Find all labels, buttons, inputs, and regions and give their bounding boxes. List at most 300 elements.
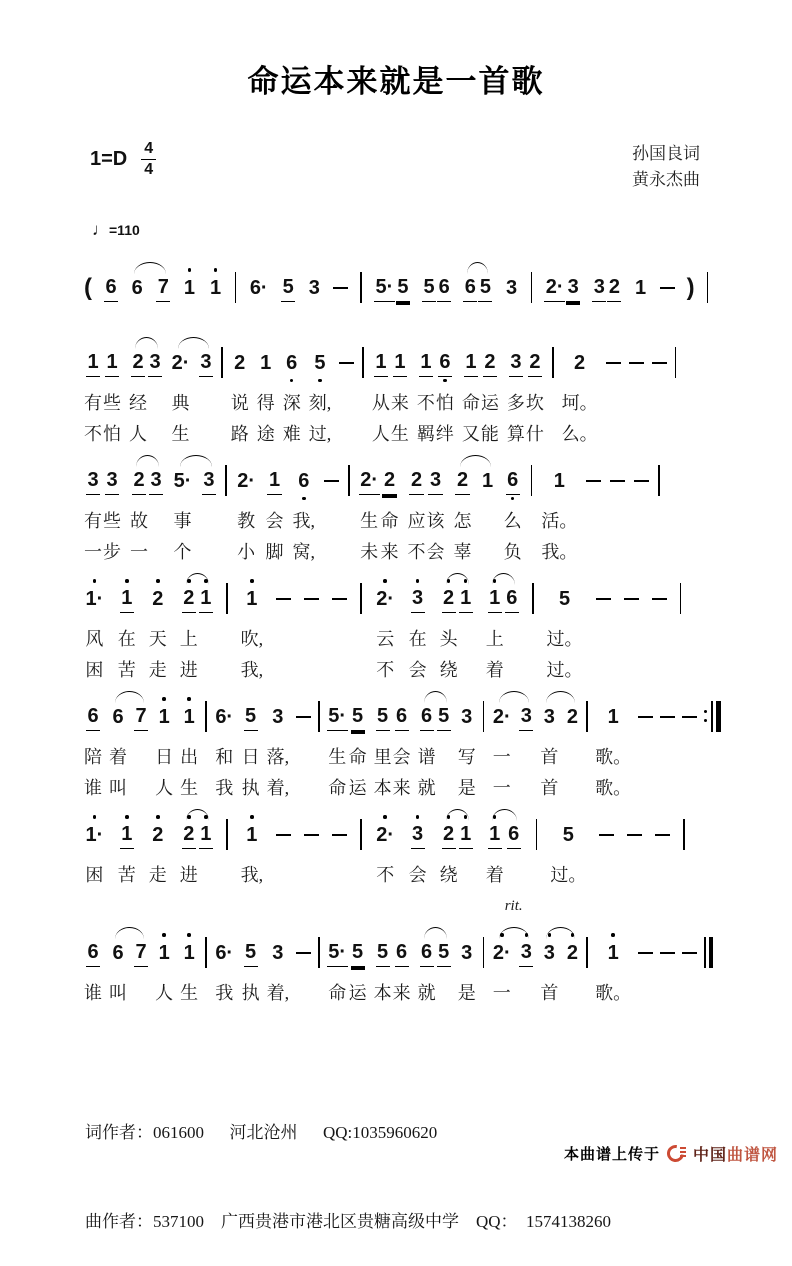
note [454, 459, 472, 568]
glyph-slot [157, 704, 171, 731]
lyric-syllable: 有 [84, 510, 102, 531]
dash-rest [304, 577, 319, 686]
lyric-syllable: 绕 [439, 659, 458, 680]
site-name-part2: 曲谱网 [726, 1147, 778, 1164]
note [172, 459, 193, 568]
glyph-slot [655, 822, 670, 849]
barline-stroke [707, 272, 709, 303]
note-number: 5 [244, 703, 258, 731]
lyric-syllable: 人 [129, 423, 147, 444]
barline-stroke [205, 937, 207, 968]
note [409, 577, 427, 686]
barline-stroke [360, 272, 362, 303]
note [565, 695, 579, 804]
glyph-slot [586, 940, 588, 967]
glyph-slot [393, 350, 407, 377]
note [440, 813, 458, 922]
glyph-slot [375, 822, 396, 849]
note [374, 931, 392, 1009]
dash-rest [276, 577, 291, 686]
barline [586, 695, 588, 804]
note [267, 695, 290, 804]
lyric-syllable: 谁 [84, 982, 102, 1003]
note [199, 577, 213, 686]
note [393, 931, 411, 1009]
repeat-end-barline [704, 695, 720, 804]
note [129, 341, 147, 450]
note-number: 2· [492, 705, 511, 728]
note [566, 266, 580, 313]
lyric-syllable: 命 [328, 982, 347, 1003]
glyph-slot [348, 468, 350, 495]
composer-credit: 黄永杰曲 [632, 170, 700, 190]
lyric-syllable: 羁 [416, 423, 435, 444]
lyric-syllable: 首 [540, 746, 559, 767]
note [409, 813, 427, 922]
slur-arc [460, 455, 491, 467]
lyric-syllable: 应 [407, 510, 426, 531]
glyph-slot [507, 822, 521, 849]
glyph-slot [281, 275, 295, 302]
lyric-syllable: 经 [129, 392, 147, 413]
glyph-slot [120, 586, 134, 613]
glyph-slot [351, 940, 365, 967]
note [540, 695, 558, 804]
glyph-slot [606, 704, 620, 731]
glyph-slot [420, 940, 434, 967]
glyph-slot [182, 275, 196, 302]
note-number: 1 [553, 469, 565, 492]
glyph-slot [111, 704, 125, 731]
note-number: 2 [132, 467, 146, 495]
lyric-syllable: 些 [103, 510, 121, 531]
glyph-slot [245, 822, 259, 849]
final-bar-glyph [704, 937, 713, 968]
octave-dot-above-slot [250, 577, 254, 586]
note [458, 695, 476, 804]
lyric-syllable: 途 [256, 423, 275, 444]
lyric-syllable: 怕 [103, 423, 121, 444]
note-number: 1· [85, 587, 104, 610]
note [459, 577, 473, 686]
glyph-slot [586, 468, 601, 495]
glyph-slot [455, 468, 469, 495]
lyric-syllable: 有 [84, 392, 102, 413]
note-number: 2 [574, 351, 586, 374]
note-number: 5 [478, 274, 492, 302]
slur-arc [424, 927, 447, 939]
note [199, 813, 213, 922]
note-number: 1· [85, 823, 104, 846]
lyric-syllable: 困 [85, 864, 104, 885]
note-number: 2· [492, 941, 511, 964]
glyph-slot [248, 275, 269, 302]
quarter-note-icon: ♩ [92, 219, 109, 239]
note-number: 6 [420, 939, 434, 967]
dash-rest [627, 813, 642, 922]
note [180, 931, 198, 1009]
duration-dash [660, 287, 675, 289]
lyric-syllable: 会 [392, 746, 411, 767]
glyph-slot [491, 940, 512, 967]
note-number: 2 [442, 821, 456, 849]
lyric-syllable: 运 [348, 982, 367, 1003]
barline-stroke [205, 701, 207, 732]
glyph-slot [557, 586, 571, 613]
barline-stroke [318, 937, 320, 968]
credits [632, 141, 700, 194]
glyph-slot [652, 586, 667, 613]
note [130, 459, 148, 568]
barline-stroke [658, 465, 660, 496]
lyric-syllable: 写 [457, 746, 476, 767]
dash-rest [324, 459, 339, 568]
dash-rest [276, 813, 291, 922]
glyph-slot [660, 940, 675, 967]
glyph-slot [134, 704, 148, 731]
note [84, 813, 105, 922]
duration-dash [682, 952, 697, 954]
dash-rest [333, 266, 348, 313]
slur-arc [467, 262, 488, 274]
glyph-slot [532, 586, 534, 613]
glyph-slot [271, 940, 285, 967]
glyph-slot [596, 586, 611, 613]
lyric-syllable: 窝, [292, 541, 316, 562]
dash-rest [652, 341, 667, 450]
note-number: 3 [199, 349, 213, 377]
slur-arc [115, 691, 144, 703]
note-number: 1 [419, 349, 433, 377]
glyph-slot [419, 350, 433, 377]
high-octave-dot [188, 268, 192, 272]
barline [531, 459, 533, 568]
barline-stroke [552, 347, 554, 378]
note [199, 341, 213, 450]
note [241, 577, 264, 686]
notation-line [84, 266, 744, 313]
duration-dash [324, 480, 339, 482]
octave-dot-above-slot [383, 577, 387, 586]
paren-glyph: ) [686, 274, 695, 302]
glyph-slot [704, 940, 713, 967]
lyric-syllable: 过。 [546, 628, 583, 649]
lyric-syllable: 会 [426, 541, 445, 562]
barline-stroke [536, 819, 538, 850]
lyric-syllable: 生 [171, 423, 190, 444]
dash-rest [629, 341, 644, 450]
notation-line [84, 695, 744, 804]
barline-stroke [226, 583, 228, 614]
note-number: 2· [359, 467, 380, 495]
dash-rest [660, 695, 675, 804]
glyph-slot [606, 350, 621, 377]
barline [658, 459, 660, 568]
note [248, 266, 269, 313]
lyric-syllable: 执 [241, 777, 260, 798]
note-number: 1 [183, 705, 195, 728]
note-number: 1 [246, 587, 258, 610]
glyph-slot [332, 822, 347, 849]
note-number: 6 [395, 703, 409, 731]
glyph-slot [226, 586, 228, 613]
note-number: 6 [104, 274, 118, 302]
lyric-syllable: 首 [540, 777, 559, 798]
note-number: 3 [509, 349, 523, 377]
glyph-slot [221, 350, 223, 377]
glyph-slot [376, 940, 390, 967]
glyph-slot [464, 350, 478, 377]
lyric-syllable: 进 [179, 659, 198, 680]
glyph-slot [382, 468, 396, 495]
lyric-syllable: 算 [506, 423, 525, 444]
thin-bar [704, 937, 706, 968]
glyph-slot [438, 350, 452, 377]
note-number: 1 [183, 941, 195, 964]
lyric-syllable: 运 [480, 392, 499, 413]
glyph-slot [624, 586, 639, 613]
note [241, 813, 264, 922]
octave-dot-above-slot [187, 931, 191, 940]
high-octave-dot [383, 815, 387, 819]
note-number: 6 [86, 939, 100, 967]
dash-rest [634, 459, 649, 568]
lyric-syllable: 歌。 [595, 982, 632, 1003]
lyric-syllable: 典 [171, 392, 190, 413]
note-number: 5· [327, 939, 348, 967]
lyric-syllable: 负 [503, 541, 522, 562]
glyph-slot [638, 940, 653, 967]
octave-dot-above-slot [93, 813, 97, 822]
octave-dot-above-slot [93, 577, 97, 586]
lyric-syllable: 过。 [546, 659, 583, 680]
duration-dash [638, 716, 653, 718]
dash-rest [652, 577, 667, 686]
glyph-slot [304, 586, 319, 613]
glyph-slot [411, 822, 425, 849]
glyph-slot [437, 704, 451, 731]
lyric-syllable: 一 [84, 541, 102, 562]
note [327, 695, 348, 804]
note [155, 931, 173, 1009]
glyph-slot [104, 275, 118, 302]
lyric-syllable: 辜 [453, 541, 472, 562]
glyph-slot [660, 704, 675, 731]
note-number: 1 [199, 821, 213, 849]
note [349, 931, 367, 1009]
glyph-slot [629, 350, 644, 377]
note [486, 577, 504, 686]
dash-rest [296, 931, 311, 1009]
page-title: 命运本来就是一首歌 [247, 64, 545, 99]
composer-contact: 曲作者：537100 广西贵港市港北区贵糖高级中学 QQ： 1574138260 [85, 1211, 612, 1231]
note [374, 695, 392, 804]
lyric-syllable: 在 [408, 628, 427, 649]
note [437, 695, 451, 804]
lyric-syllable: 生 [390, 423, 409, 444]
duration-dash [682, 716, 697, 718]
lyric-syllable: 生 [180, 982, 199, 1003]
barline [318, 695, 320, 804]
glyph-slot [488, 586, 502, 613]
lyric-syllable: 一 [492, 982, 511, 1003]
glyph-slot [151, 586, 165, 613]
octave-dot-above-slot [156, 577, 160, 586]
barline [531, 266, 533, 313]
note [231, 341, 249, 450]
note [257, 341, 275, 450]
note-number: 2 [607, 274, 621, 302]
barline-stroke [362, 347, 364, 378]
barline [483, 931, 485, 1009]
barline [226, 577, 228, 686]
barline [226, 813, 228, 922]
low-octave-dot [511, 497, 515, 501]
note [481, 341, 499, 450]
note [109, 695, 127, 804]
lyric-syllable: 一 [130, 541, 148, 562]
glyph-slot [610, 468, 625, 495]
note-number: 2· [237, 469, 256, 492]
lyric-syllable: 我, [240, 864, 264, 885]
note-number: 1 [374, 349, 388, 377]
duration-dash [629, 362, 644, 364]
octave-dot-above-slot [162, 695, 166, 704]
glyph-slot [332, 586, 347, 613]
note-number: 1 [267, 467, 281, 495]
glyph-slot [244, 704, 258, 731]
glyph-slot [360, 586, 362, 613]
note [103, 341, 121, 450]
octave-dot-above-slot [156, 813, 160, 822]
lyric-syllable: 深 [282, 392, 301, 413]
note [267, 931, 290, 1009]
high-octave-dot [162, 933, 166, 937]
time-signature-numerator: 4 [141, 141, 156, 160]
note [214, 695, 235, 804]
note-number: 7 [134, 939, 148, 967]
lyric-syllable: 命 [461, 392, 480, 413]
glyph-slot [362, 350, 364, 377]
note-number: 2 [152, 823, 164, 846]
note [281, 266, 295, 313]
note-number: 6 [438, 349, 452, 377]
lyric-syllable: 苦 [117, 864, 136, 885]
glyph-slot [157, 940, 171, 967]
octave-dot-below-slot [443, 377, 447, 388]
note-number: 5· [173, 469, 192, 492]
note-number: 2 [483, 349, 497, 377]
glyph-slot [84, 822, 105, 849]
barline-stroke [675, 347, 677, 378]
glyph-slot [544, 275, 565, 302]
glyph-slot [519, 704, 533, 731]
meta-row [90, 141, 702, 194]
notation-line [84, 577, 744, 686]
slur-arc [492, 809, 517, 821]
glyph-slot [680, 586, 682, 613]
glyph-slot [599, 822, 614, 849]
note [592, 266, 606, 313]
note [84, 931, 102, 1009]
close-paren [687, 266, 695, 313]
glyph-slot [481, 468, 495, 495]
lyric-syllable: 首 [540, 982, 559, 1003]
note [236, 459, 257, 568]
glyph-slot [634, 468, 649, 495]
glyph-slot [233, 350, 247, 377]
lyric-syllable: 故 [130, 510, 148, 531]
note-number: 1 [260, 351, 272, 374]
glyph-slot [267, 468, 281, 495]
lyric-syllable: 不 [407, 541, 426, 562]
note [309, 341, 332, 450]
glyph-slot [86, 704, 100, 731]
glyph-slot [131, 350, 145, 377]
lyric-syllable: 绊 [435, 423, 454, 444]
note-number: 5 [437, 703, 451, 731]
glyph-slot [182, 704, 196, 731]
lyric-syllable: 脚 [265, 541, 284, 562]
lyric-syllable: 陪 [84, 746, 102, 767]
barline-stroke [531, 272, 533, 303]
lyricist-contact: 词作者：061600 河北沧州 QQ:1035960620 [85, 1122, 438, 1142]
lyric-syllable: 绕 [439, 864, 458, 885]
note [519, 931, 533, 1009]
high-octave-dot [93, 579, 97, 583]
note [149, 459, 163, 568]
lyric-syllable: 小 [237, 541, 256, 562]
note-number: 2 [409, 467, 423, 495]
duration-dash [339, 362, 354, 364]
note-number: 2 [442, 585, 456, 613]
final-barline [704, 931, 713, 1009]
octave-dot-above-slot [188, 266, 192, 275]
note-number: 2 [382, 467, 396, 495]
glyph-slot [351, 704, 365, 731]
lyric-syllable: 天 [148, 628, 167, 649]
note-number: 6· [215, 941, 234, 964]
duration-dash [276, 834, 291, 836]
glyph-slot [134, 940, 148, 967]
duration-dash [660, 952, 675, 954]
barline [586, 931, 588, 1009]
dash-rest [332, 577, 347, 686]
lyric-syllable: 叫 [109, 982, 127, 1003]
lyric-syllable: 困 [85, 659, 104, 680]
glyph-slot [86, 940, 100, 967]
lyric-syllable: 我, [240, 659, 264, 680]
glyph-slot [172, 468, 193, 495]
barline [205, 931, 207, 1009]
lyric-syllable: 未 [360, 541, 379, 562]
tempo-value: =110 [109, 221, 140, 238]
glyph-slot [84, 586, 105, 613]
high-octave-dot [250, 579, 254, 583]
note [422, 266, 436, 313]
barline-stroke [532, 583, 534, 614]
note-number: 3 [543, 705, 555, 728]
note-number: 3 [543, 941, 555, 964]
lyric-syllable: 着 [485, 864, 504, 885]
slur-arc [186, 573, 209, 585]
barline [362, 341, 364, 450]
lyric-syllable: 命 [348, 746, 367, 767]
note [134, 695, 148, 804]
glyph-slot [459, 822, 473, 849]
note [505, 813, 523, 922]
high-octave-dot [611, 933, 615, 937]
